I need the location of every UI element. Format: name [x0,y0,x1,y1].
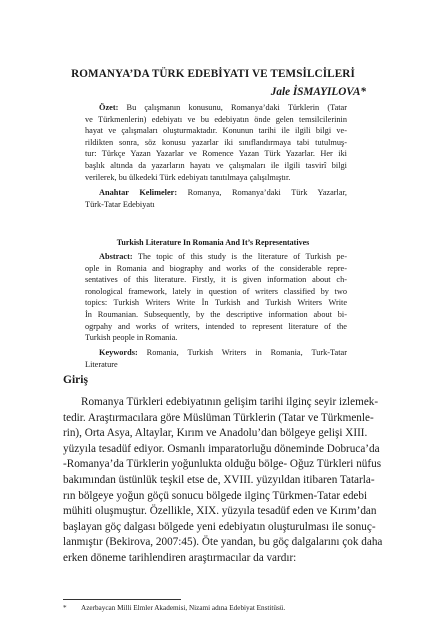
body-paragraph [63,395,383,567]
keywords-block [85,347,347,370]
keywords-line: Keywords: Romania, Turkish Writers in Romania, Turk-Tatar [99,348,347,357]
body-line: -Romanya’da Türklerin yoğunlukta olduğu bölge- Oğuz Türkleri nüfus [63,458,382,471]
ozet-line: verilerek, bu ülkedeki Türk edebiyatı tanıtılmaya çalışılmıştır. [85,172,291,182]
ozet-line: rildikten sonra, söz konusu yazarlar iki sınıflandırmaya tabi tutulmuş- [85,137,347,147]
paper-title: ROMANYA’DA TÜRK EDEBİYATI VE TEMSİLCİLERİ [71,68,355,80]
ozet-line: ve Türkmenlerin) edebiyatı ve bu edebiyatın önde gelen temsilcilerinin [85,114,347,124]
abstract-line: Turkish people in Romania. [85,333,178,343]
english-title: Turkish Literature In Romania And It’s Representatives [116,238,310,247]
body-line: tedir. Araştırmacılara göre Müslüman Türklerin (Tatar ve Türkmenle- [63,411,374,424]
anahtar-line: Anahtar Kelimeler: Romanya, Romanya’daki Türk Yazarlar, [99,188,348,197]
footnote-text: Azerbaycan Milli Elmler Akademisi, Nizami adına Edebiyat Enstitüsü. [81,604,286,612]
ozet-label: Özet: [99,103,119,112]
body-line: mühiti oluşmuştur. Özellikle, XIX. yüzyıla tesadüf eden ve Kırım’dan [63,505,377,518]
body-line: başlayan göç dalgası bölgede yeni edebiyatın oluşturulması ile sonuç- [63,520,376,533]
footnote-divider [63,599,181,600]
body-line: lanmıştır (Bekirova, 2007:45). Öte yandan, bu göç dalgalarını çok daha [63,536,383,549]
body-line: Romanya Türkleri edebiyatının gelişim tarihi ilginç seyir izlemek- [81,396,379,408]
abstract-line: ople in Romania and biography and works of the considerable repre- [85,263,347,273]
footnote-marker: * [63,604,67,612]
abstract-line: ronological framework, lately in question of writers classified by two [85,286,347,296]
abstract-line: Abstract: The topic of this study is the literature of Turkish pe- [99,252,347,261]
footnote [63,604,285,612]
anahtar-label: Anahtar Kelimeler: [99,188,178,197]
abstract-block [85,251,347,344]
ozet-line: Özet: Bu çalışmanın konusunu, Romanya’daki Türklerin (Tatar [99,103,347,112]
body-line: yüzyıla tesadüf ediyor. Osmanlı imparatorluğu döneminde Dobruca’da [63,442,380,455]
abstract-line: sentatives of this literature. Firstly, it is given information about ch- [85,275,347,285]
keywords-label: Keywords: [99,348,138,357]
ozet-line: başlık altında da yazarların hayatı ve çalışmaları ile ilgili tasvirî bilgi [85,160,347,170]
anahtar-line: Türk-Tatar Edebiyatı [85,199,155,209]
ozet-block [85,102,347,183]
anahtar-block [85,187,347,210]
abstract-line: ogrpahy and works of writers, intended to represent literature of the [85,321,347,331]
author-name: Jale İSMAYILOVA* [270,86,366,98]
ozet-line: tur: Türkçe Yazan Yazarlar ve Romence Yazan Türk Yazarlar. Her iki [85,149,347,159]
abstract-label: Abstract: [99,252,133,261]
section-heading: Giriş [63,374,88,386]
body-line: rin), Orta Asya, Altaylar, Kırım ve Anadolu’dan bölgeye gelişi XIII. [63,427,368,440]
keywords-line: Literature [85,359,118,369]
abstract-line: İn Roumanian. Subsequently, by the descriptive information about bi- [85,309,347,319]
body-line: erken döneme tarihlendiren araştırmacılar da vardır: [63,551,297,564]
body-line: bakımından üstünlük teşkil etse de, XVIII. yüzyıldan itibaren Tatarla- [63,473,375,486]
ozet-line: hayat ve çalışmaları oluşturmaktadır. Konunun tarihi ile ilgili bilgi ve- [85,126,347,136]
abstract-line: topics: Turkish Writers Write İn Turkish and Turkish Writers Write [85,298,347,308]
body-line: rın bölgeye yoğun göçü sonucu bölgede ilginç Türkmen-Tatar edebi [63,489,368,502]
